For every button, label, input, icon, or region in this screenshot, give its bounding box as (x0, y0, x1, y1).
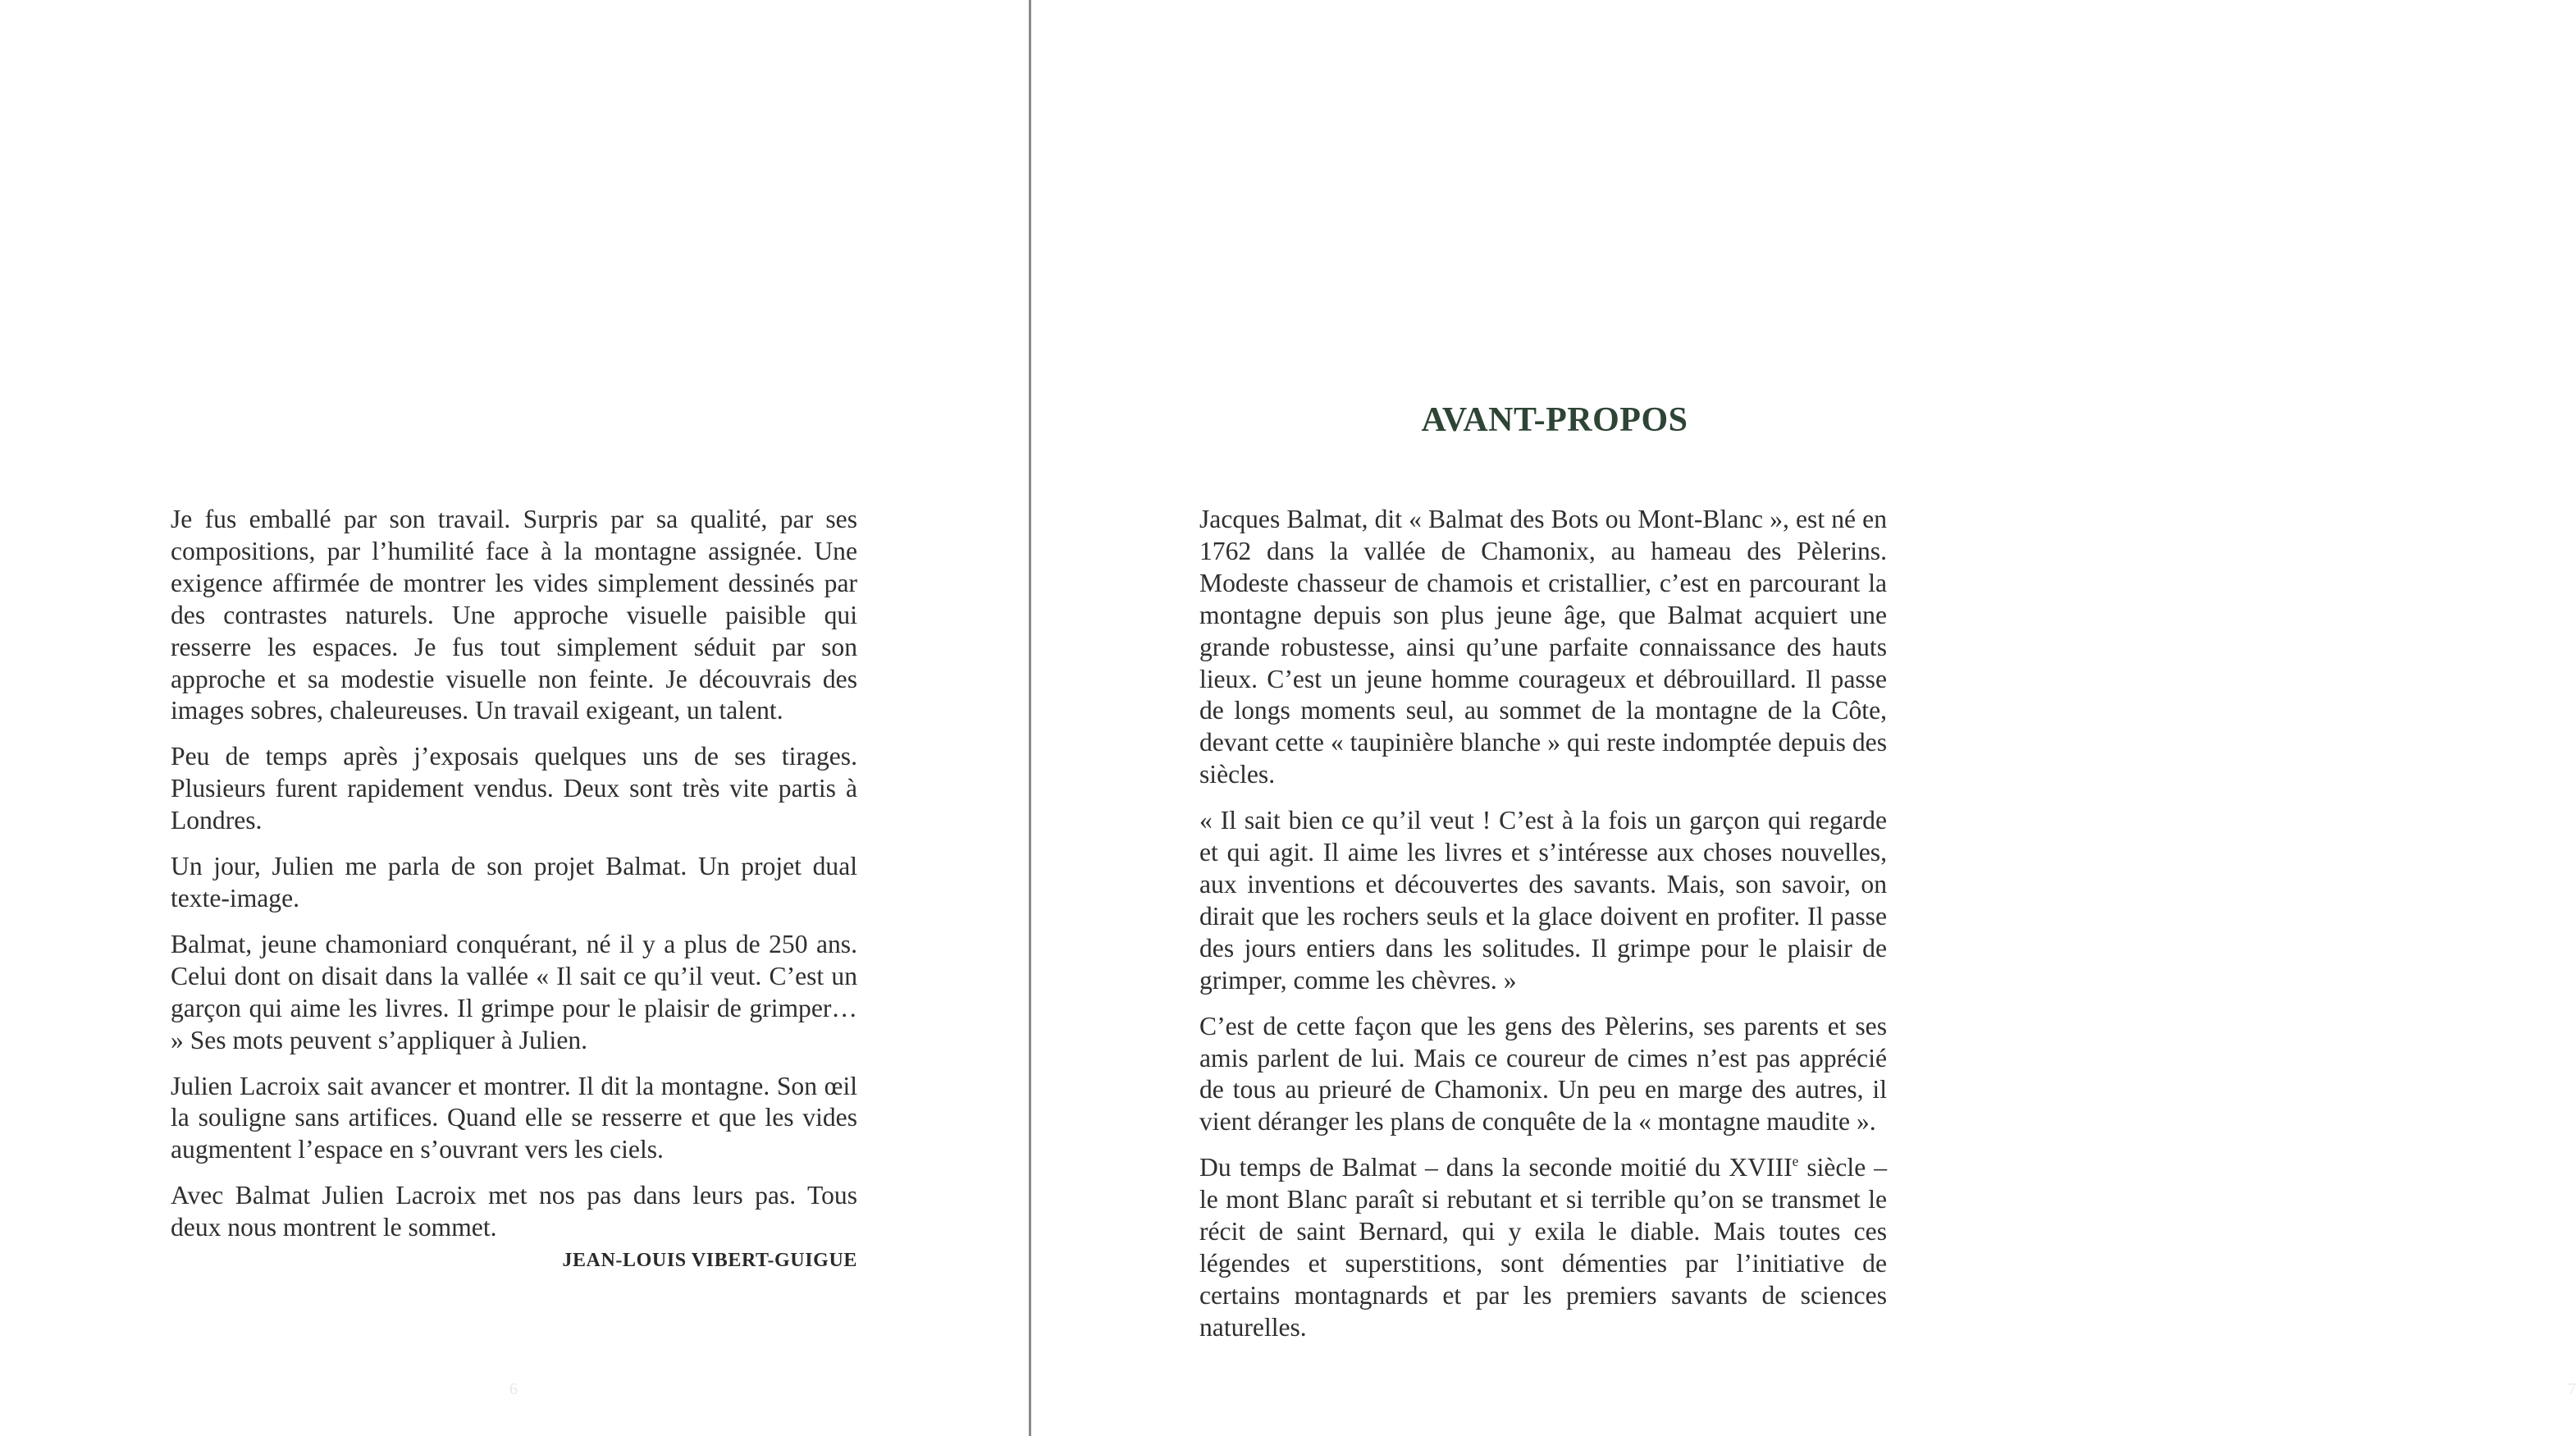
left-text-block (171, 504, 857, 1258)
page-number-left: 6 (509, 1380, 518, 1398)
left-paragraph-1: Je fus emballé par son travail. Surpris par sa qualité, par ses compositions, par l’humilité face à la montagne assignée. Une exigence affirmée de montrer les vides simplement dessinés par des contrastes naturels. Une approche visuelle paisible qui resserre les espaces. Je fus tout simplement séduit par son approche et sa modestie visuelle non feinte. Je découvrais des images sobres, chaleureuses. Un travail exigeant, un talent. (171, 505, 857, 725)
left-paragraph-5: Julien Lacroix sait avancer et montrer. Il dit la montagne. Son œil la souligne sans artifices. Quand elle se resserre et que les vides augmentent l’espace en s’ouvrant vers les ciels. (171, 1071, 857, 1164)
right-paragraph-4-end: siècle – le mont Blanc paraît si rebutant et si terrible qu’on se transmet le récit de saint Bernard, qui y exila le diable. Mais toutes ces légendes et superstitions, sont démenties par l’initiative de certains montagnards et par les premiers savants de sciences naturelles. (1199, 1153, 1887, 1342)
left-paragraph-4: Balmat, jeune chamoniard conquérant, né il y a plus de 250 ans. Celui dont on disait dans la vallée « Il sait ce qu’il veut. C’est un garçon qui aime les livres. Il grimpe pour le plaisir de grimper… » Ses mots peuvent s’appliquer à Julien. (171, 929, 857, 1054)
century-superscript: e (1792, 1154, 1799, 1170)
chapter-title: AVANT-PROPOS (1421, 401, 1688, 439)
left-paragraph-2: Peu de temps après j’exposais quelques uns de ses tirages. Plusieurs furent rapidement vendus. Deux sont très vite partis à Londres. (171, 742, 857, 835)
left-page (0, 0, 1029, 1436)
right-paragraph-3: C’est de cette façon que les gens des Pèlerins, ses parents et ses amis parlent de lui. Mais ce coureur de cimes n’est pas apprécié de tous au prieuré de Chamonix. Un peu en marge des autres, il vient déranger les plans de conquête de la « montagne maudite ». (1199, 1011, 1887, 1136)
page-number-right: 7 (2568, 1380, 2576, 1398)
left-paragraph-3: Un jour, Julien me parla de son projet Balmat. Un projet dual texte-image. (171, 852, 857, 912)
right-text-block (1199, 504, 1887, 1358)
right-paragraph-1: Jacques Balmat, dit « Balmat des Bots ou Mont-Blanc », est né en 1762 dans la vallée de Chamonix, au hameau des Pèlerins. Modeste chasseur de chamois et cristallier, c’est en parcourant la montagne depuis son plus jeune âge, que Balmat acquiert une grande robustesse, ainsi qu’une parfaite connaissance des hauts lieux. C’est un jeune homme courageux et débrouillard. Il passe de longs moments seul, au sommet de la montagne de la Côte, devant cette « taupinière blanche » qui reste indomptée depuis des siècles. (1199, 505, 1887, 789)
right-paragraph-4 (1199, 1152, 1887, 1343)
right-paragraph-4-start: Du temps de Balmat – dans la seconde moitié du XVIII (1199, 1153, 1793, 1182)
right-paragraph-2: « Il sait bien ce qu’il veut ! C’est à la fois un garçon qui regarde et qui agit. Il aime les livres et s’intéresse aux choses nouvelles, aux inventions et découvertes des savants. Mais, son savoir, on dirait que les rochers seuls et la glace doivent en profiter. Il passe des jours entiers dans les solitudes. Il grimpe pour le plaisir de grimper, comme les chèvres. » (1199, 806, 1887, 995)
left-paragraph-6: Avec Balmat Julien Lacroix met nos pas dans leurs pas. Tous deux nous montrent le sommet. (171, 1181, 857, 1242)
author-signature: JEAN-LOUIS VIBERT-GUIGUE (562, 1250, 857, 1271)
